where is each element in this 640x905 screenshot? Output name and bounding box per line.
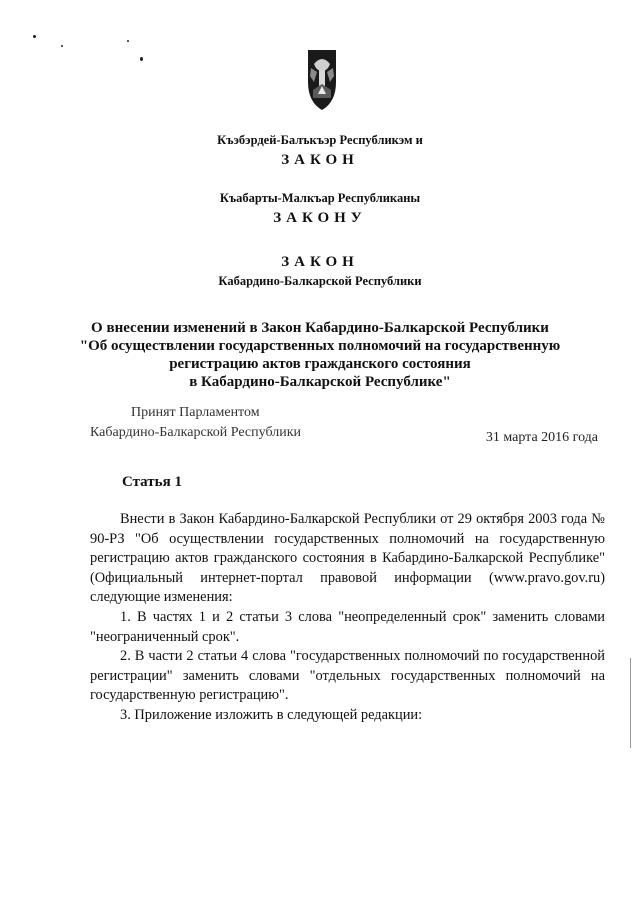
law-title-line-1: О внесении изменений в Закон Кабардино-Балкарской Республики [91,320,549,336]
law-title-line-4: в Кабардино-Балкарской Республике" [189,374,451,390]
coat-of-arms-icon [302,42,342,112]
article-paragraph-3: 3. Приложение изложить в следующей редакции: [120,706,423,723]
scan-speck [61,45,63,47]
law-title-line-3: регистрацию актов гражданского состояния [169,356,471,372]
scan-edge-line [630,658,631,748]
header-word-russian: ЗАКОН [281,254,359,270]
adopted-line-2: Кабардино-Балкарской Республики [90,425,301,440]
scan-speck [33,35,36,38]
adoption-date: 31 марта 2016 года [485,430,598,445]
scan-speck [140,57,143,61]
header-line-kabardian: Къэбэрдей-Балъкъэр Республикэм и [217,133,423,147]
article-body [90,510,605,726]
header-line-russian: Кабардино-Балкарской Республики [218,274,422,288]
article-paragraph-2: 2. В части 2 статьи 4 слова "государственных полномочий по государственной регистрации" заменить словами "отдельных государственных полномочий на государственную регистрацию". [90,648,605,704]
scan-speck [127,40,129,42]
article-paragraph-1: 1. В частях 1 и 2 статьи 3 слова "неопределенный срок" заменить словами "неограниченный срок". [90,608,605,645]
law-title-line-2: "Об осуществлении государственных полномочий на государственную [79,338,561,354]
header-word-kabardian: ЗАКОН [281,152,359,168]
header-line-balkar: Къабарты-Малкъар Республиканы [219,191,421,205]
header-word-balkar: ЗАКОНУ [273,210,367,226]
article-heading: Статья 1 [122,474,182,490]
article-paragraph-intro: Внести в Закон Кабардино-Балкарской Республики от 29 октября 2003 года № 90-РЗ "Об осуществлении государственных полномочий на государственную регистрацию актов гражданского состояния в Кабардино-Балкарской Республике" (Официальный интернет-портал правовой информации (www.pravo.gov.ru) следующие изменения: [90,511,605,606]
adopted-line-1: Принят Парламентом [131,405,260,420]
